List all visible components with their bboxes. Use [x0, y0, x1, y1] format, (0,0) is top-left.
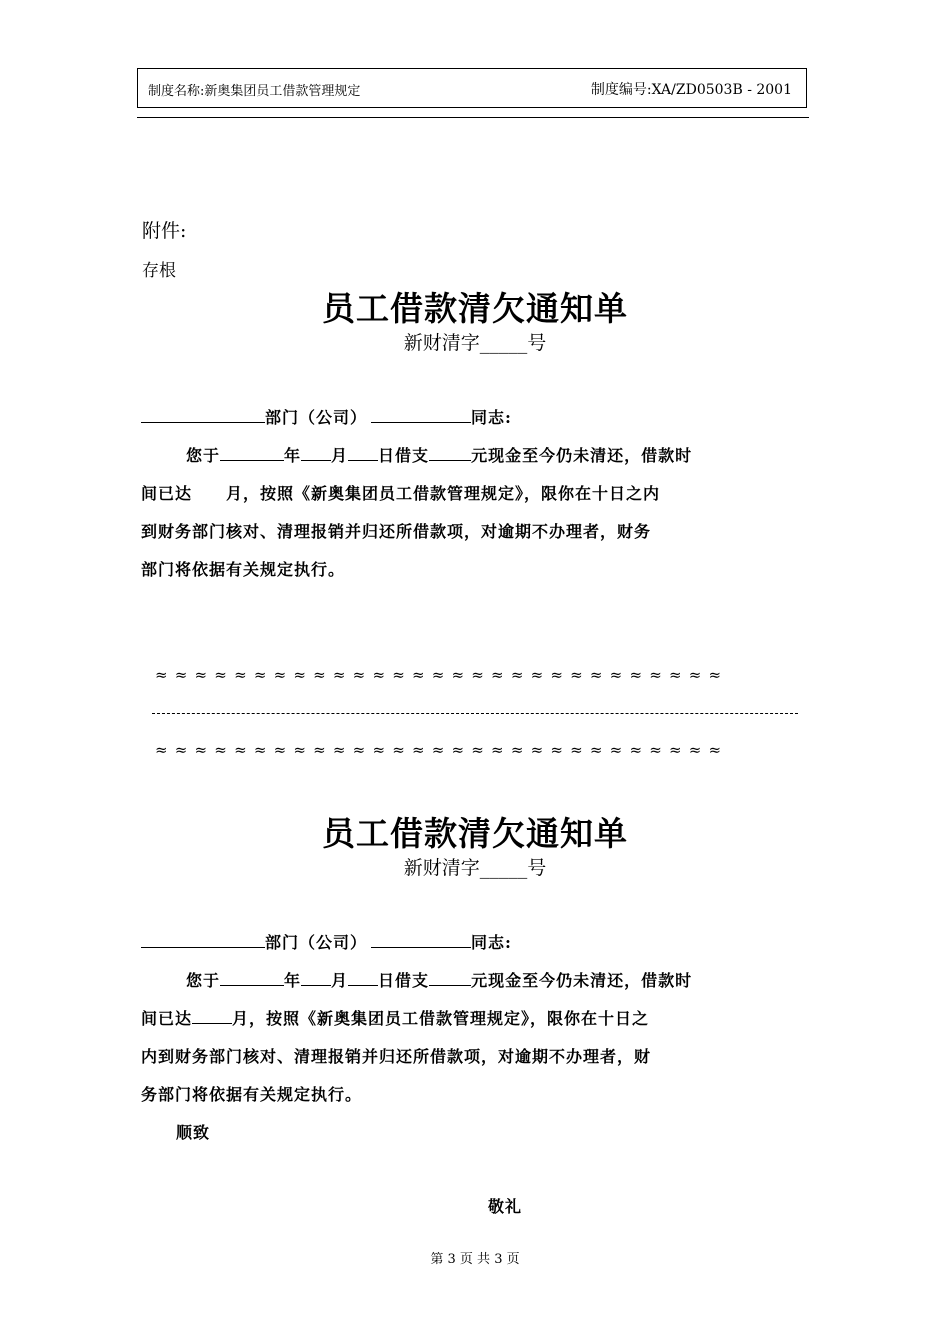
- attachment-label: 附件:: [142, 220, 187, 242]
- notice1-para-line3: 到财务部门核对、清理报销并归还所借款项，对逾期不办理者，财务: [141, 522, 652, 541]
- text-cash: 元现金至今仍未清还，借款时: [471, 446, 693, 465]
- text-cash: 元现金至今仍未清还，借款时: [471, 971, 693, 990]
- wave-separator-bottom: ≈≈≈≈≈≈≈≈≈≈≈≈≈≈≈≈≈≈≈≈≈≈≈≈≈≈≈≈≈: [155, 741, 729, 759]
- text-reached: 间已达: [141, 484, 193, 503]
- salute: 敬礼: [488, 1197, 523, 1216]
- notice1-title: 员工借款清欠通知单: [322, 289, 628, 328]
- dept-blank: [141, 408, 265, 423]
- comrade-label: 同志:: [471, 408, 512, 427]
- dept-blank: [141, 933, 265, 948]
- notice2-subtitle: 新财清字_____号: [403, 857, 547, 879]
- comrade-label: 同志:: [471, 933, 512, 952]
- text-you-on: 您于: [186, 446, 221, 465]
- text-year: 年: [284, 971, 302, 990]
- text-year: 年: [284, 446, 302, 465]
- text-reached: 间已达: [141, 1009, 193, 1028]
- text-months-rule: 月，按照《新奥集团员工借款管理规定》，限你在十日之: [232, 1009, 650, 1028]
- notice2-para-line3: 内到财务部门核对、清理报销并归还所借款项，对逾期不办理者，财: [141, 1047, 652, 1066]
- header-box: [137, 68, 807, 108]
- month-blank: [301, 971, 331, 986]
- amount-blank: [429, 971, 471, 986]
- notice1-subtitle: 新财清字_____号: [403, 332, 547, 354]
- notice1-para-line2: [141, 481, 660, 504]
- notice2-addressee-line: [141, 930, 512, 953]
- text-day-borrow: 日借支: [378, 971, 430, 990]
- name-blank: [371, 933, 471, 948]
- year-blank: [220, 446, 284, 461]
- name-blank: [371, 408, 471, 423]
- notice2-title: 员工借款清欠通知单: [322, 814, 628, 853]
- text-months-rule: 月，按照《新奥集团员工借款管理规定》，限你在十日之内: [226, 484, 661, 503]
- header-rule: [137, 117, 809, 118]
- text-month: 月: [331, 446, 349, 465]
- dept-label: 部门（公司）: [265, 933, 368, 952]
- months-blank: [192, 1009, 232, 1024]
- notice2-para-line2: [141, 1006, 649, 1029]
- text-month: 月: [331, 971, 349, 990]
- notice1-para-line4: 部门将依据有关规定执行。: [141, 560, 346, 579]
- notice1-para-line1: [186, 443, 692, 466]
- text-day-borrow: 日借支: [378, 446, 430, 465]
- wave-separator-top: ≈≈≈≈≈≈≈≈≈≈≈≈≈≈≈≈≈≈≈≈≈≈≈≈≈≈≈≈≈: [155, 666, 729, 684]
- year-blank: [220, 971, 284, 986]
- day-blank: [348, 971, 378, 986]
- notice2-para-line1: [186, 968, 692, 991]
- notice1-addressee-line: [141, 405, 512, 428]
- amount-blank: [429, 446, 471, 461]
- dept-label: 部门（公司）: [265, 408, 368, 427]
- text-you-on: 您于: [186, 971, 221, 990]
- regulation-number: 制度编号:XA/ZD0503B - 2001: [590, 82, 792, 98]
- day-blank: [348, 446, 378, 461]
- notice2-para-line4: 务部门将依据有关规定执行。: [141, 1085, 363, 1104]
- cut-line: [152, 713, 798, 714]
- page-footer: 第 3 页 共 3 页: [430, 1252, 520, 1267]
- regulation-name: 制度名称:新奥集团员工借款管理规定: [148, 84, 361, 99]
- month-blank: [301, 446, 331, 461]
- greeting: 顺致: [176, 1123, 211, 1142]
- stub-label: 存根: [142, 261, 176, 281]
